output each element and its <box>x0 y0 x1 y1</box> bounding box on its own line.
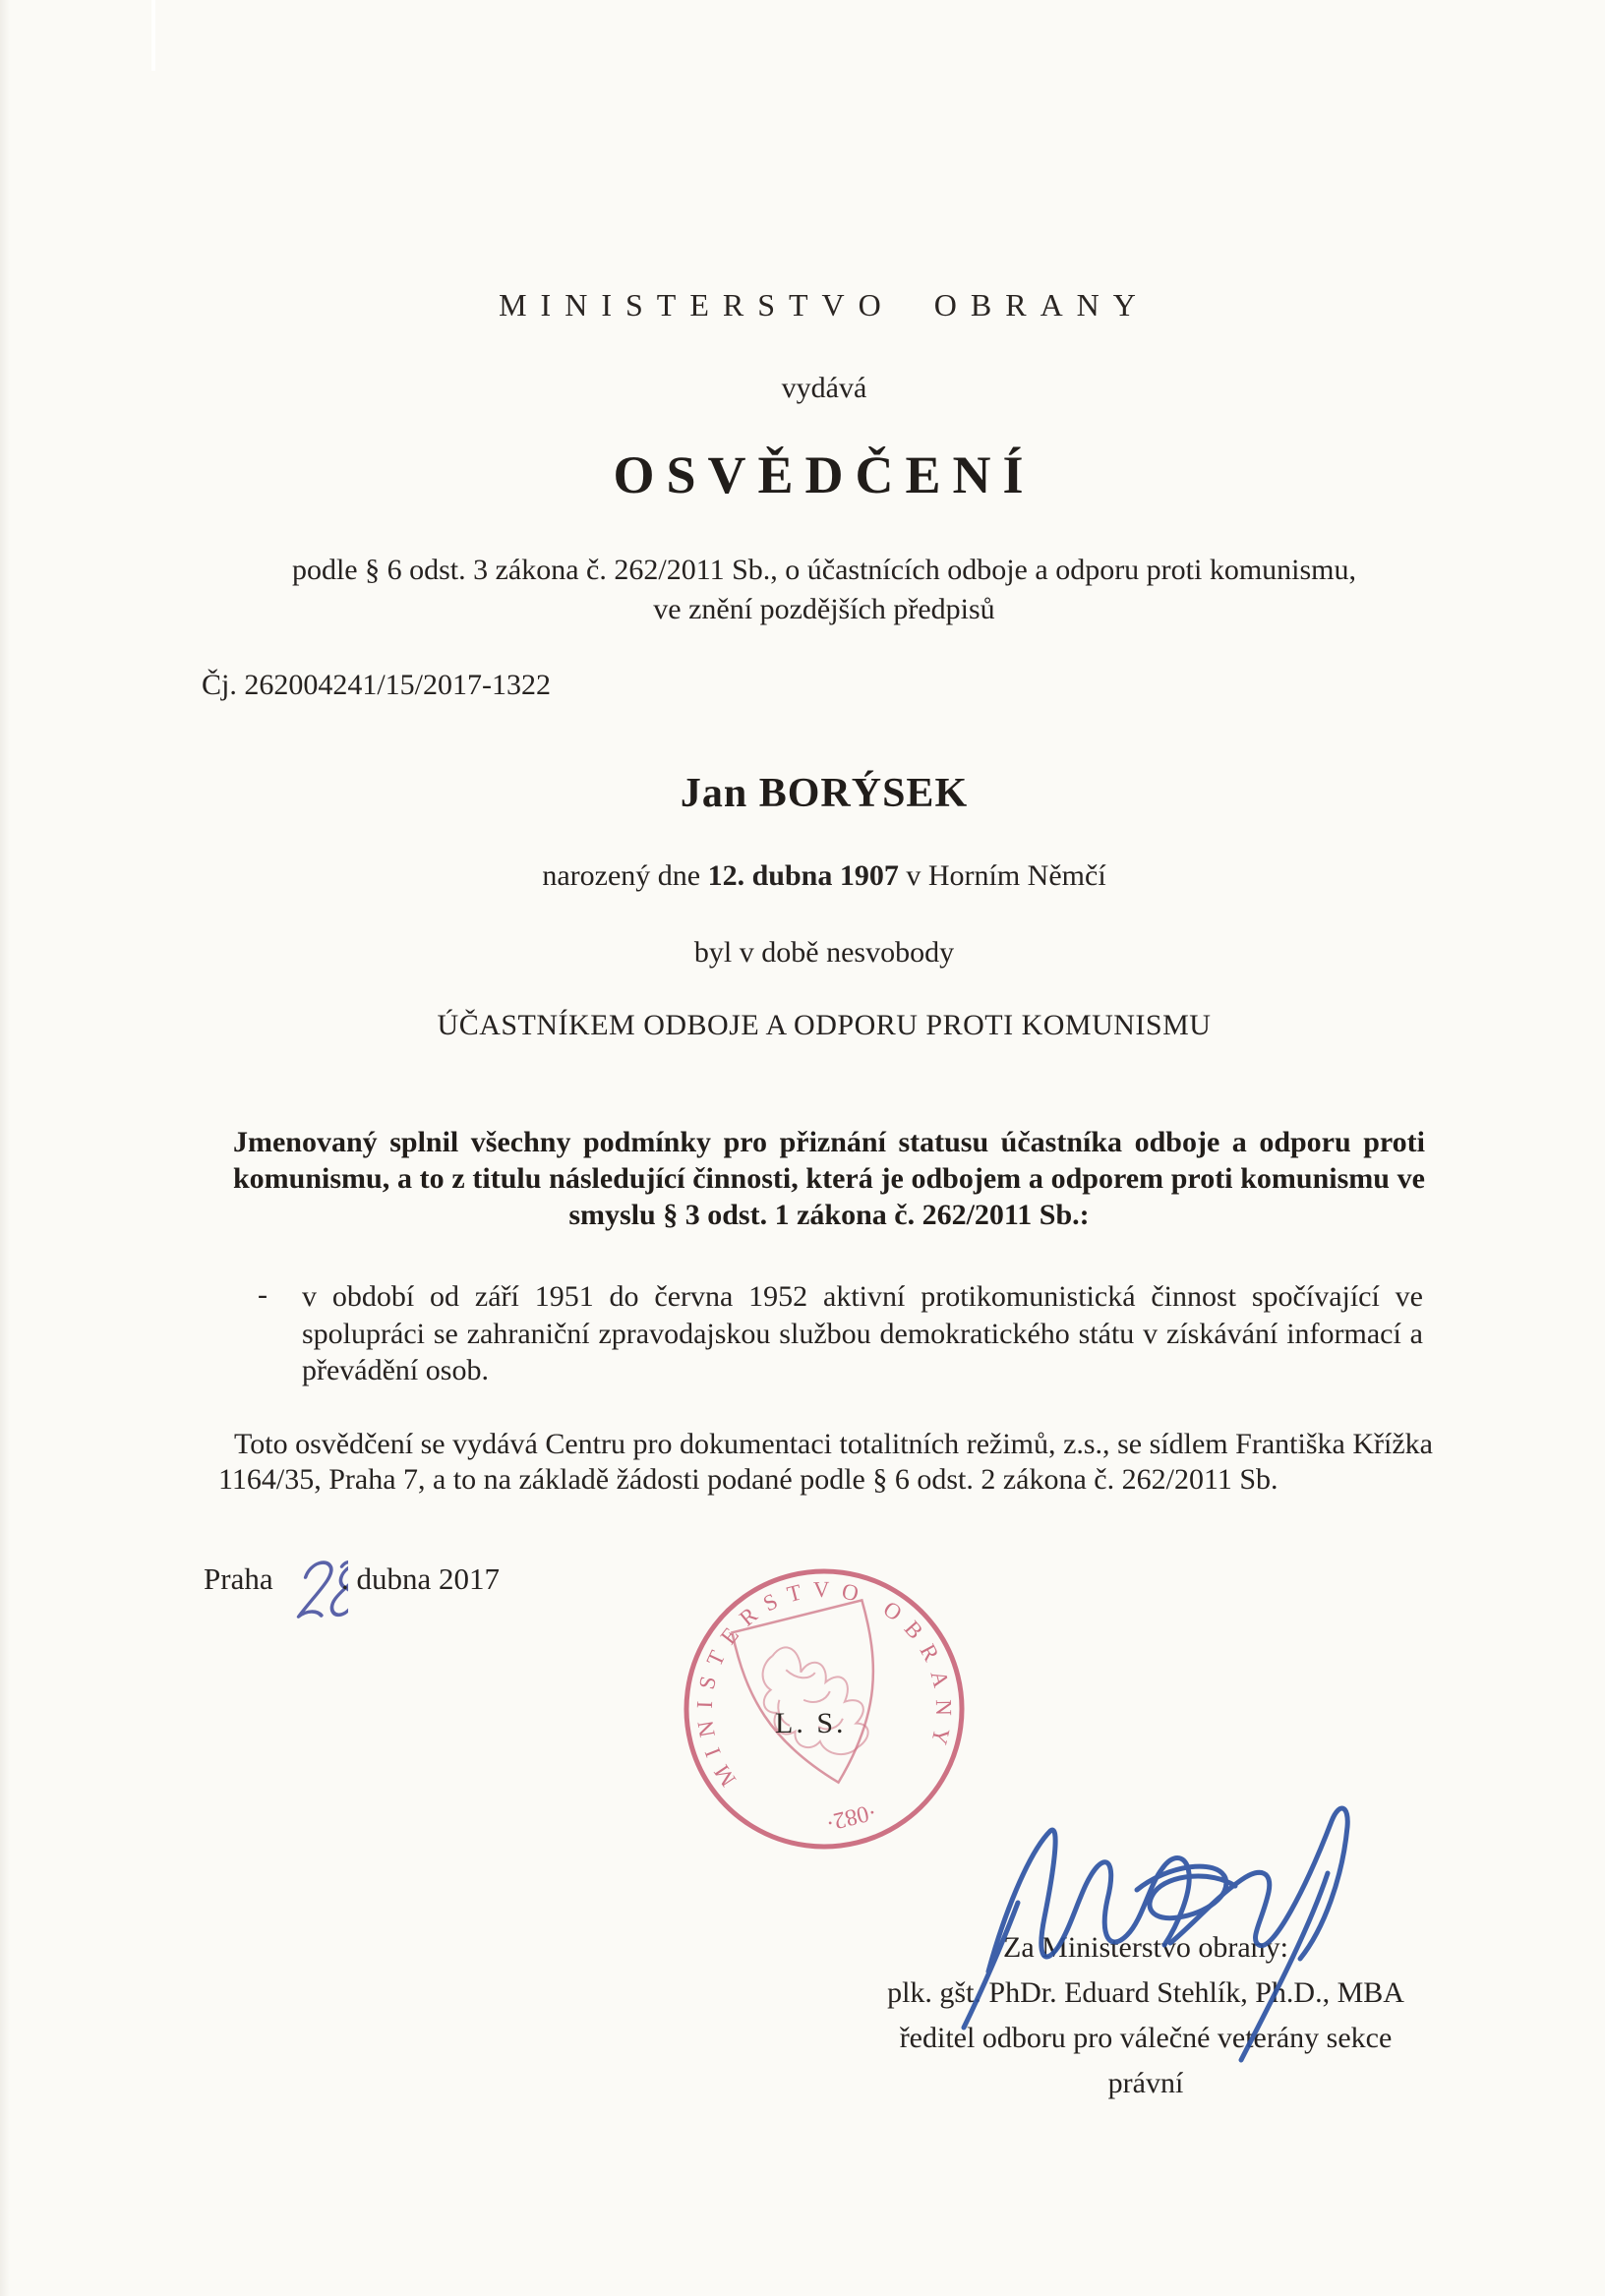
signer-title: ředitel odboru pro válečné veterány sekce právní <box>899 2022 1393 2099</box>
place-label: Praha <box>204 1561 273 1596</box>
activity-bullet: v období od září 1951 do června 1952 aktivní protikomunistická činnost spočívající ve spolupráci se zahraniční zpravodajskou službou demokratického státu v získávání informací a převádění osob. <box>302 1280 1423 1386</box>
signer-name: plk. gšt. PhDr. Eduard Stehlík, Ph.D., MBA <box>887 1976 1404 2009</box>
legal-basis <box>0 551 1605 629</box>
handwritten-day <box>291 1548 348 1628</box>
issues-word: vydává <box>781 372 867 404</box>
issuance-paragraph: Toto osvědčení se vydává Centru pro dokumentaci totalitních režimů, z.s., se sídlem Františka Křížka 1164/35, Praha 7, a to na základě žádosti podané podle § 6 odst. 2 zákona č. 262/2011 Sb. <box>218 1428 1433 1496</box>
holder-name: Jan BORÝSEK <box>680 771 969 816</box>
ministry-header: MINISTERSTVO OBRANY <box>499 287 1150 323</box>
legal-basis-line2: ve znění pozdějších předpisů <box>653 593 995 625</box>
date-rest: . dubna 2017 <box>341 1561 501 1596</box>
bullet-dash: - <box>258 1278 268 1311</box>
handwritten-digit-2 <box>299 1562 333 1617</box>
document-title: OSVĚDČENÍ <box>613 445 1036 504</box>
birth-prefix: narozený dne <box>542 859 701 892</box>
signature-stroke-knot <box>1137 1866 1235 1918</box>
seal-bottom-number: ·082· <box>822 1797 879 1836</box>
legal-basis-line1: podle § 6 odst. 3 zákona č. 262/2011 Sb., o účastnících odboje a odporu proti komunismu, <box>291 554 1357 586</box>
reference-number: Čj. 262004241/15/2017-1322 <box>202 669 552 701</box>
for-ministry-line: Za Ministerstvo obrany: <box>1003 1931 1288 1964</box>
scan-artifact <box>151 0 155 71</box>
ls-mark: L. S. <box>775 1707 847 1739</box>
birth-place: v Horním Němčí <box>906 859 1106 892</box>
czech-lion-emblem <box>752 1632 873 1770</box>
place-date-line <box>204 1561 676 1611</box>
seal-shield <box>732 1600 903 1798</box>
signature-block <box>865 1925 1426 2106</box>
seal-ring-text: MINISTERSTVO OBRANY <box>691 1576 957 1792</box>
status-line: ÚČASTNÍKEM ODBOJE A ODPORU PROTI KOMUNISMU <box>437 1009 1212 1041</box>
birth-date: 12. dubna 1907 <box>707 859 899 892</box>
birth-line <box>0 859 1605 893</box>
period-line: byl v době nesvobody <box>693 936 955 969</box>
conditions-paragraph: Jmenovaný splnil všechny podmínky pro přiznání statusu účastníka odboje a odporu proti komunismu, a to z titulu následující činnosti, která je odbojem a odporem proti komunismu ve smyslu § 3 odst. 1 zákona č. 262/2011 Sb.: <box>233 1126 1425 1231</box>
